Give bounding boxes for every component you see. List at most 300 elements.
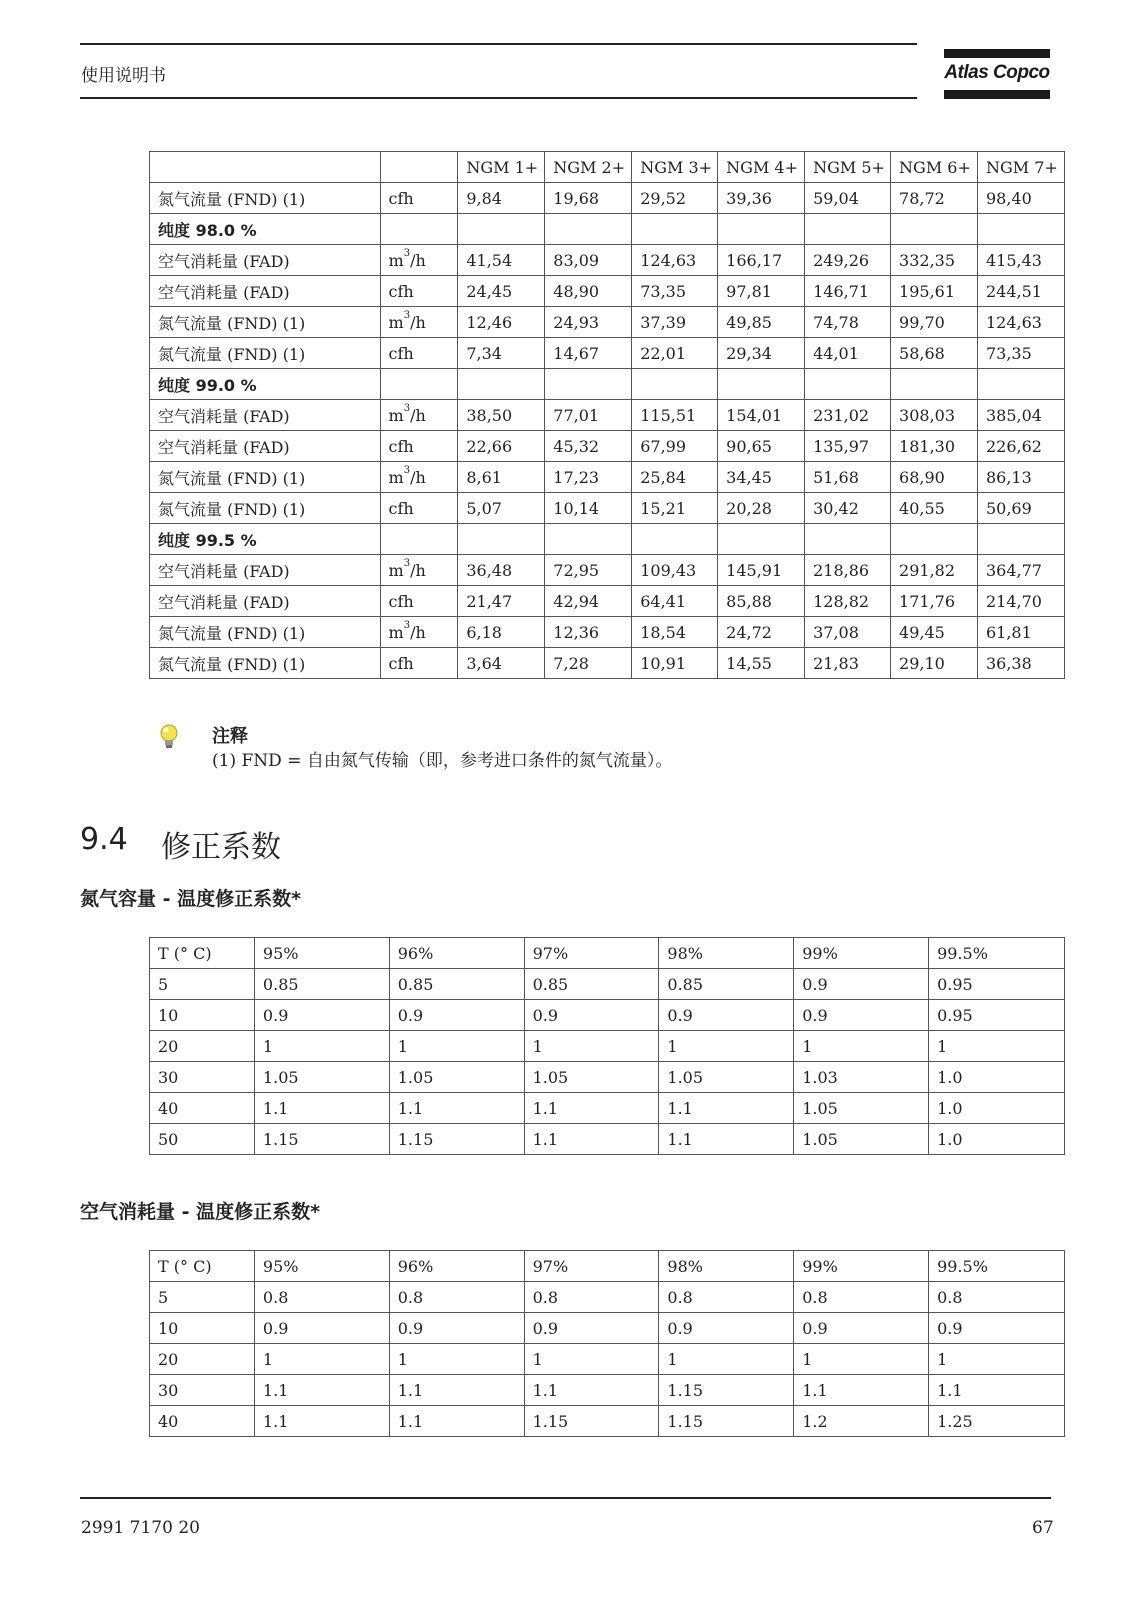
spec-empty-cell [891,214,978,245]
spec-data-row [150,493,1065,524]
logo-bar-top [944,49,1050,58]
unit-base: cfh [388,188,414,208]
spec-row-label: 氮气流量 (FND) (1) [150,462,381,493]
nitrogen-correction-cell: 1 [254,1031,389,1062]
spec-value-cell: 44,01 [805,338,891,369]
spec-value-cell: 98,40 [977,183,1064,214]
spec-value-cell: 20,28 [718,493,805,524]
spec-value-cell: 51,68 [805,462,891,493]
spec-unit-cell [380,307,458,338]
air-correction-header-cell: 99% [794,1251,929,1282]
spec-value-cell: 385,04 [977,400,1064,431]
nitrogen-correction-cell: 0.85 [389,969,524,1000]
spec-value-cell: 50,69 [977,493,1064,524]
nitrogen-correction-cell: 1.05 [389,1062,524,1093]
spec-value-cell: 39,36 [718,183,805,214]
spec-value-cell: 124,63 [632,245,718,276]
spec-value-cell: 291,82 [891,555,978,586]
spec-empty-cell [718,369,805,400]
nitrogen-correction-header-cell: 99% [794,938,929,969]
spec-value-cell: 332,35 [891,245,978,276]
unit-superscript: 3 [403,619,411,631]
spec-header-row [150,152,1065,183]
air-correction-cell: 40 [150,1406,255,1437]
air-correction-cell: 1.15 [524,1406,659,1437]
spec-value-cell: 29,52 [632,183,718,214]
spec-empty-cell [458,214,545,245]
air-correction-row [150,1344,1065,1375]
spec-value-cell: 154,01 [718,400,805,431]
spec-value-cell: 85,88 [718,586,805,617]
nitrogen-correction-heading: 氮气容量 - 温度修正系数* [80,888,302,910]
spec-data-row [150,431,1065,462]
spec-value-cell: 97,81 [718,276,805,307]
purity-label: 纯度 98.0 % [150,214,381,245]
nitrogen-correction-cell: 1.1 [524,1124,659,1155]
spec-value-cell: 42,94 [545,586,632,617]
nitrogen-correction-cell: 1.1 [524,1093,659,1124]
unit-tail: /h [410,405,426,425]
spec-value-cell: 99,70 [891,307,978,338]
nitrogen-correction-cell: 1 [929,1031,1065,1062]
nitrogen-correction-cell: 1.0 [929,1124,1065,1155]
spec-header-cell [380,152,458,183]
air-correction-header-cell: 97% [524,1251,659,1282]
spec-data-row [150,648,1065,679]
spec-unit-cell [380,462,458,493]
header-rule-top [80,43,917,45]
spec-empty-cell [805,214,891,245]
air-correction-cell: 1.25 [929,1406,1065,1437]
spec-value-cell: 59,04 [805,183,891,214]
spec-row-label: 氮气流量 (FND) (1) [150,648,381,679]
air-correction-cell: 1 [659,1344,794,1375]
unit-superscript: 3 [403,557,411,569]
spec-data-row [150,245,1065,276]
nitrogen-correction-cell: 0.95 [929,969,1065,1000]
spec-value-cell: 308,03 [891,400,978,431]
spec-value-cell: 90,65 [718,431,805,462]
spec-value-cell: 135,97 [805,431,891,462]
nitrogen-correction-cell: 0.85 [524,969,659,1000]
spec-header-cell: NGM 2+ [545,152,632,183]
spec-row-label: 空气消耗量 (FAD) [150,276,381,307]
spec-value-cell: 3,64 [458,648,545,679]
nitrogen-correction-row [150,969,1065,1000]
spec-value-cell: 231,02 [805,400,891,431]
nitrogen-correction-row [150,1000,1065,1031]
note-text: (1) FND = 自由氮气传输（即，参考进口条件的氮气流量）。 [212,751,673,771]
air-correction-cell: 10 [150,1313,255,1344]
spec-value-cell: 7,34 [458,338,545,369]
unit-base: m [388,560,404,580]
spec-value-cell: 14,67 [545,338,632,369]
spec-value-cell: 10,91 [632,648,718,679]
nitrogen-correction-row [150,1093,1065,1124]
air-correction-cell: 1.1 [524,1375,659,1406]
nitrogen-correction-cell: 0.9 [389,1000,524,1031]
spec-value-cell: 36,48 [458,555,545,586]
spec-value-cell: 74,78 [805,307,891,338]
nitrogen-correction-cell: 0.9 [659,1000,794,1031]
spec-value-cell: 128,82 [805,586,891,617]
unit-tail: /h [410,467,426,487]
air-correction-header-cell: 99.5% [929,1251,1065,1282]
document-number: 2991 7170 20 [81,1518,200,1538]
spec-empty-cell [458,524,545,555]
spec-value-cell: 17,23 [545,462,632,493]
spec-unit-cell [380,648,458,679]
air-correction-cell: 1 [389,1344,524,1375]
air-correction-cell: 30 [150,1375,255,1406]
unit-base: m [388,467,404,487]
spec-value-cell: 41,54 [458,245,545,276]
nitrogen-correction-cell: 1.05 [659,1062,794,1093]
unit-base: m [388,312,404,332]
spec-row-label: 空气消耗量 (FAD) [150,555,381,586]
nitrogen-correction-cell: 1.0 [929,1062,1065,1093]
spec-value-cell: 214,70 [977,586,1064,617]
spec-empty-cell [805,369,891,400]
nitrogen-correction-cell: 0.85 [254,969,389,1000]
unit-base: cfh [388,498,414,518]
spec-value-cell: 8,61 [458,462,545,493]
spec-value-cell: 18,54 [632,617,718,648]
nitrogen-correction-cell: 20 [150,1031,255,1062]
nitrogen-correction-cell: 1 [389,1031,524,1062]
spec-unit-cell [380,586,458,617]
spec-value-cell: 36,38 [977,648,1064,679]
spec-data-row [150,586,1065,617]
spec-row-label: 氮气流量 (FND) (1) [150,183,381,214]
spec-value-cell: 171,76 [891,586,978,617]
nitrogen-correction-cell: 1 [524,1031,659,1062]
nitrogen-correction-cell: 1.15 [254,1124,389,1155]
spec-value-cell: 24,45 [458,276,545,307]
unit-base: m [388,250,404,270]
spec-empty-cell [632,369,718,400]
air-correction-cell: 1.2 [794,1406,929,1437]
spec-value-cell: 61,81 [977,617,1064,648]
air-correction-cell: 1.1 [389,1406,524,1437]
spec-value-cell: 249,26 [805,245,891,276]
spec-value-cell: 72,95 [545,555,632,586]
nitrogen-correction-header-cell: 97% [524,938,659,969]
spec-data-row [150,462,1065,493]
unit-base: cfh [388,653,414,673]
unit-superscript: 3 [403,309,411,321]
spec-unit-cell [380,276,458,307]
spec-header-cell: NGM 7+ [977,152,1064,183]
spec-empty-cell [977,214,1064,245]
unit-tail: /h [410,622,426,642]
spec-value-cell: 146,71 [805,276,891,307]
air-correction-header-cell: T (° C) [150,1251,255,1282]
air-correction-header-row [150,1251,1065,1282]
air-correction-cell: 20 [150,1344,255,1375]
nitrogen-correction-row [150,1031,1065,1062]
nitrogen-correction-row [150,1062,1065,1093]
air-correction-cell: 0.9 [659,1313,794,1344]
spec-empty-cell [380,524,458,555]
nitrogen-correction-cell: 1.0 [929,1093,1065,1124]
unit-superscript: 3 [403,464,411,476]
nitrogen-correction-cell: 1.05 [794,1124,929,1155]
spec-value-cell: 21,83 [805,648,891,679]
nitrogen-correction-header-row [150,938,1065,969]
spec-unit-cell [380,617,458,648]
spec-value-cell: 29,10 [891,648,978,679]
spec-row-label: 氮气流量 (FND) (1) [150,338,381,369]
air-correction-cell: 0.8 [929,1282,1065,1313]
nitrogen-correction-cell: 0.9 [524,1000,659,1031]
spec-header-cell [150,152,381,183]
spec-value-cell: 22,66 [458,431,545,462]
nitrogen-correction-cell: 1.05 [524,1062,659,1093]
spec-value-cell: 58,68 [891,338,978,369]
lightbulb-icon [157,723,181,751]
page-number: 67 [1032,1518,1054,1538]
air-correction-cell: 0.9 [929,1313,1065,1344]
unit-tail: /h [410,250,426,270]
spec-data-row [150,307,1065,338]
spec-unit-cell [380,245,458,276]
purity-label: 纯度 99.0 % [150,369,381,400]
unit-base: cfh [388,281,414,301]
spec-section-row [150,214,1065,245]
nitrogen-correction-cell: 1.05 [254,1062,389,1093]
unit-tail: /h [410,560,426,580]
air-correction-cell: 1.1 [794,1375,929,1406]
spec-value-cell: 195,61 [891,276,978,307]
spec-data-row [150,617,1065,648]
air-correction-heading: 空气消耗量 - 温度修正系数* [80,1201,321,1223]
spec-empty-cell [545,369,632,400]
spec-header-cell: NGM 4+ [718,152,805,183]
purity-label: 纯度 99.5 % [150,524,381,555]
air-correction-table [149,1250,1065,1437]
nitrogen-correction-cell: 1.05 [794,1093,929,1124]
nitrogen-correction-cell: 1.1 [389,1093,524,1124]
air-correction-cell: 0.8 [389,1282,524,1313]
spec-value-cell: 83,09 [545,245,632,276]
spec-row-label: 空气消耗量 (FAD) [150,431,381,462]
spec-table [149,151,1065,679]
nitrogen-correction-header-cell: 95% [254,938,389,969]
spec-value-cell: 415,43 [977,245,1064,276]
nitrogen-correction-cell: 1 [659,1031,794,1062]
air-correction-cell: 1.1 [254,1375,389,1406]
spec-empty-cell [805,524,891,555]
spec-section-row [150,524,1065,555]
nitrogen-correction-cell: 0.9 [794,1000,929,1031]
spec-unit-cell [380,183,458,214]
nitrogen-correction-cell: 50 [150,1124,255,1155]
air-correction-header-cell: 95% [254,1251,389,1282]
spec-value-cell: 12,46 [458,307,545,338]
air-correction-cell: 0.9 [524,1313,659,1344]
spec-unit-cell [380,493,458,524]
nitrogen-correction-header-cell: T (° C) [150,938,255,969]
spec-empty-cell [977,524,1064,555]
nitrogen-correction-cell: 1.1 [254,1093,389,1124]
spec-row-label: 氮气流量 (FND) (1) [150,493,381,524]
spec-data-row [150,555,1065,586]
spec-empty-cell [632,524,718,555]
unit-base: m [388,405,404,425]
air-correction-cell: 0.8 [659,1282,794,1313]
air-correction-header-cell: 96% [389,1251,524,1282]
spec-value-cell: 34,45 [718,462,805,493]
spec-value-cell: 181,30 [891,431,978,462]
air-correction-cell: 0.8 [254,1282,389,1313]
nitrogen-correction-cell: 0.85 [659,969,794,1000]
nitrogen-correction-row [150,1124,1065,1155]
spec-value-cell: 145,91 [718,555,805,586]
spec-empty-cell [632,214,718,245]
document-title: 使用说明书 [81,66,166,86]
spec-value-cell: 19,68 [545,183,632,214]
spec-empty-cell [458,369,545,400]
air-correction-cell: 1.15 [659,1406,794,1437]
spec-value-cell: 29,34 [718,338,805,369]
spec-value-cell: 6,18 [458,617,545,648]
spec-row-label: 空气消耗量 (FAD) [150,245,381,276]
air-correction-row [150,1313,1065,1344]
unit-tail: /h [410,312,426,332]
header-rule-bottom [80,97,917,99]
section-number: 9.4 [80,822,128,857]
spec-value-cell: 21,47 [458,586,545,617]
spec-value-cell: 78,72 [891,183,978,214]
nitrogen-correction-table [149,937,1065,1155]
nitrogen-correction-cell: 0.9 [794,969,929,1000]
spec-value-cell: 24,72 [718,617,805,648]
spec-value-cell: 64,41 [632,586,718,617]
air-correction-cell: 1.1 [254,1406,389,1437]
spec-value-cell: 77,01 [545,400,632,431]
spec-row-label: 空气消耗量 (FAD) [150,400,381,431]
air-correction-cell: 0.9 [254,1313,389,1344]
section-title: 修正系数 [161,830,281,865]
air-correction-cell: 0.9 [794,1313,929,1344]
spec-value-cell: 364,77 [977,555,1064,586]
spec-header-cell: NGM 3+ [632,152,718,183]
spec-section-row [150,369,1065,400]
spec-value-cell: 124,63 [977,307,1064,338]
spec-data-row [150,338,1065,369]
spec-data-row [150,276,1065,307]
air-correction-cell: 1.15 [659,1375,794,1406]
spec-value-cell: 49,85 [718,307,805,338]
spec-value-cell: 109,43 [632,555,718,586]
spec-row-label: 氮气流量 (FND) (1) [150,307,381,338]
spec-empty-cell [977,369,1064,400]
air-correction-row [150,1406,1065,1437]
spec-value-cell: 9,84 [458,183,545,214]
air-correction-row [150,1282,1065,1313]
spec-row-label: 空气消耗量 (FAD) [150,586,381,617]
air-correction-cell: 1.1 [389,1375,524,1406]
spec-empty-cell [718,524,805,555]
logo-text: Atlas Copco [944,62,1050,83]
spec-value-cell: 49,45 [891,617,978,648]
spec-value-cell: 7,28 [545,648,632,679]
spec-value-cell: 22,01 [632,338,718,369]
spec-value-cell: 86,13 [977,462,1064,493]
spec-empty-cell [718,214,805,245]
spec-header-cell: NGM 5+ [805,152,891,183]
air-correction-cell: 0.9 [389,1313,524,1344]
spec-empty-cell [891,524,978,555]
nitrogen-correction-cell: 10 [150,1000,255,1031]
spec-empty-cell [545,214,632,245]
footer-rule [80,1497,1051,1499]
spec-value-cell: 244,51 [977,276,1064,307]
spec-value-cell: 10,14 [545,493,632,524]
unit-base: cfh [388,343,414,363]
air-correction-header-cell: 98% [659,1251,794,1282]
spec-empty-cell [380,369,458,400]
nitrogen-correction-cell: 1.03 [794,1062,929,1093]
air-correction-cell: 1 [929,1344,1065,1375]
nitrogen-correction-cell: 1.1 [659,1093,794,1124]
nitrogen-correction-cell: 40 [150,1093,255,1124]
spec-value-cell: 30,42 [805,493,891,524]
note-title: 注释 [212,726,248,747]
spec-data-row [150,400,1065,431]
unit-base: cfh [388,436,414,456]
air-correction-row [150,1375,1065,1406]
spec-header-cell: NGM 1+ [458,152,545,183]
nitrogen-correction-header-cell: 99.5% [929,938,1065,969]
spec-value-cell: 226,62 [977,431,1064,462]
spec-unit-cell [380,338,458,369]
spec-value-cell: 115,51 [632,400,718,431]
spec-value-cell: 166,17 [718,245,805,276]
nitrogen-correction-header-cell: 98% [659,938,794,969]
spec-value-cell: 40,55 [891,493,978,524]
nitrogen-correction-cell: 1.1 [659,1124,794,1155]
spec-unit-cell [380,400,458,431]
air-correction-cell: 0.8 [524,1282,659,1313]
unit-superscript: 3 [403,402,411,414]
spec-value-cell: 48,90 [545,276,632,307]
air-correction-cell: 0.8 [794,1282,929,1313]
spec-value-cell: 73,35 [977,338,1064,369]
spec-value-cell: 15,21 [632,493,718,524]
spec-data-row [150,183,1065,214]
spec-value-cell: 5,07 [458,493,545,524]
spec-value-cell: 67,99 [632,431,718,462]
nitrogen-correction-cell: 1 [794,1031,929,1062]
spec-value-cell: 37,39 [632,307,718,338]
spec-row-label: 氮气流量 (FND) (1) [150,617,381,648]
air-correction-cell: 1 [254,1344,389,1375]
spec-unit-cell [380,431,458,462]
spec-empty-cell [380,214,458,245]
spec-value-cell: 14,55 [718,648,805,679]
spec-header-cell: NGM 6+ [891,152,978,183]
unit-base: m [388,622,404,642]
spec-unit-cell [380,555,458,586]
spec-value-cell: 45,32 [545,431,632,462]
nitrogen-correction-cell: 30 [150,1062,255,1093]
spec-value-cell: 37,08 [805,617,891,648]
nitrogen-correction-cell: 1.15 [389,1124,524,1155]
air-correction-cell: 1 [524,1344,659,1375]
spec-value-cell: 12,36 [545,617,632,648]
